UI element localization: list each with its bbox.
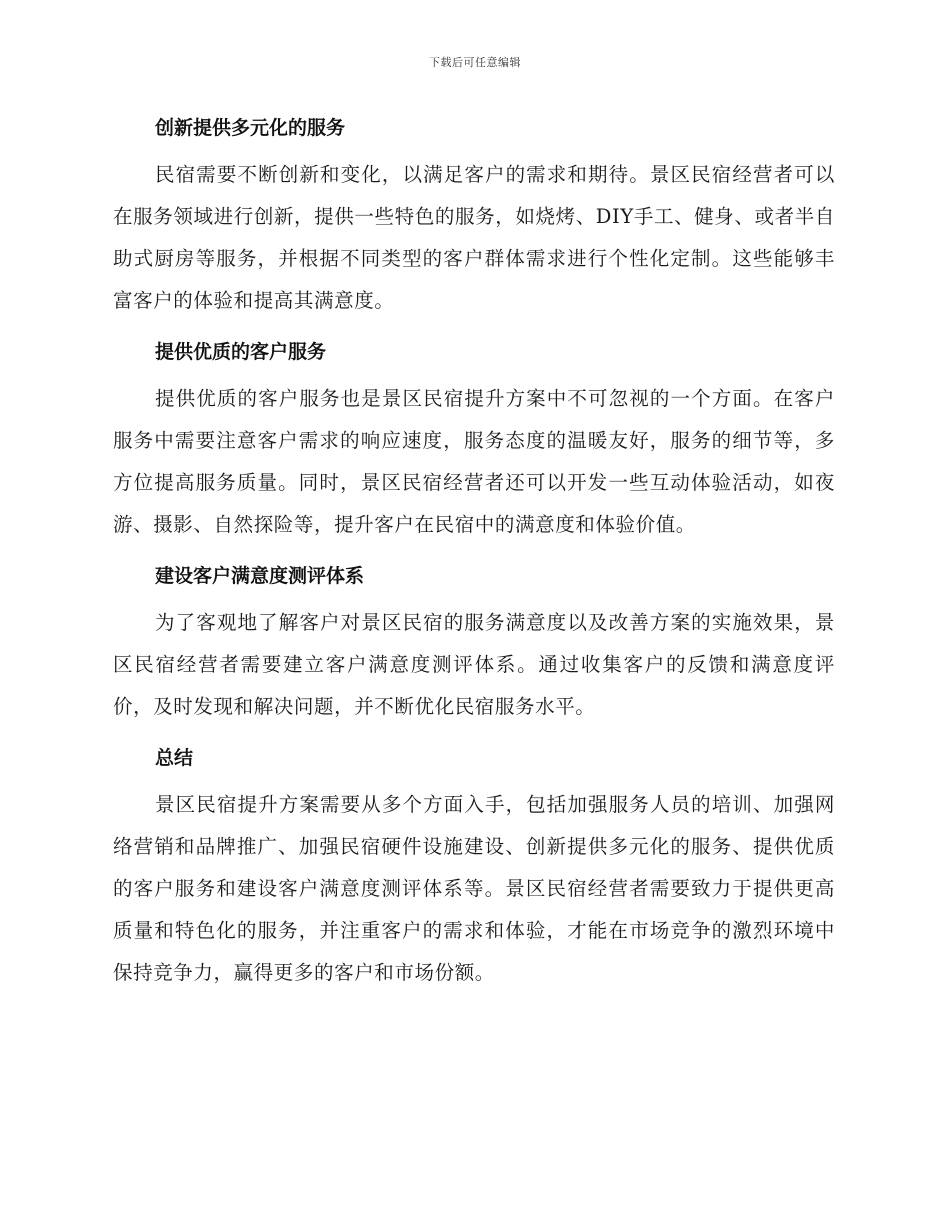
page-header: 下载后可任意编辑 [429,56,521,69]
section-paragraph: 为了客观地了解客户对景区民宿的服务满意度以及改善方案的实施效果，景区民宿经营者需要建立客户满意度测评体系。通过收集客户的反馈和满意度评价，及时发现和解决问题，并不断优化民宿服务水平。 [113,611,835,718]
section-paragraph: 民宿需要不断创新和变化，以满足客户的需求和期待。景区民宿经营者可以在服务领域进行创新，提供一些特色的服务，如烧烤、DIY手工、健身、或者半自助式厨房等服务，并根据不同类型的客户群体需求进行个性化定制。这些能够丰富客户的体验和提高其满意度。 [113,163,835,312]
section-heading: 创新提供多元化的服务 [155,117,346,139]
section-heading: 建设客户满意度测评体系 [155,565,365,587]
section-customer-service [113,332,835,546]
section-heading: 提供优质的客户服务 [155,341,327,363]
section-summary [113,738,835,994]
section-paragraph: 提供优质的客户服务也是景区民宿提升方案中不可忽视的一个方面。在客户服务中需要注意客户需求的响应速度，服务态度的温暖友好，服务的细节等，多方位提高服务质量。同时，景区民宿经营者还可以开发一些互动体验活动，如夜游、摄影、自然探险等，提升客户在民宿中的满意度和体验价值。 [113,387,835,536]
section-satisfaction-evaluation [113,556,835,728]
document-body [113,108,835,1004]
section-heading: 总结 [155,747,194,769]
section-paragraph: 景区民宿提升方案需要从多个方面入手，包括加强服务人员的培训、加强网络营销和品牌推广、加强民宿硬件设施建设、创新提供多元化的服务、提供优质的客户服务和建设客户满意度测评体系等。景区民宿经营者需要致力于提供更高质量和特色化的服务，并注重客户的需求和体验，才能在市场竞争的激烈环境中保持竞争力，赢得更多的客户和市场份额。 [113,793,835,984]
section-diversified-services [113,108,835,322]
